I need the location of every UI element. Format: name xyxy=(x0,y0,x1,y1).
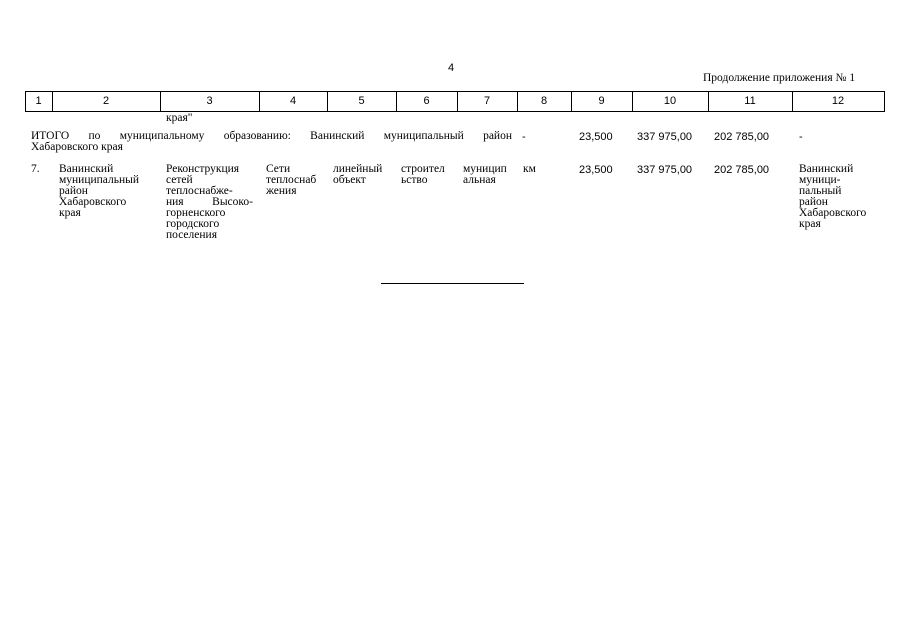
col3-line: поселения xyxy=(166,229,217,241)
col12-line: муници- xyxy=(799,174,841,186)
col5-line: линейный xyxy=(333,163,383,175)
header-divider xyxy=(884,91,885,111)
col12-line: район xyxy=(799,196,828,208)
col2-line: Хабаровского xyxy=(59,196,127,208)
header-col-12: 12 xyxy=(831,95,845,107)
row-col2 xyxy=(59,164,139,219)
total-col9: 23,500 xyxy=(579,131,613,143)
header-col-6: 6 xyxy=(423,95,430,107)
header-col-2: 2 xyxy=(102,95,110,107)
header-col-8: 8 xyxy=(540,95,548,107)
col5-line: объект xyxy=(333,174,366,186)
continuation-heading: Продолжение приложения № 1 xyxy=(703,72,856,84)
total-col11: 202 785,00 xyxy=(714,131,770,143)
row-col6 xyxy=(401,164,445,186)
row-col3 xyxy=(166,164,253,241)
header-col-1: 1 xyxy=(35,95,42,107)
header-col-9: 9 xyxy=(598,95,605,107)
row-col11: 202 785,00 xyxy=(714,164,770,176)
col3-line: городского xyxy=(166,218,220,230)
col6-line: строител xyxy=(401,163,445,175)
row-col7 xyxy=(463,164,507,186)
header-col-7: 7 xyxy=(483,95,491,107)
col12-line: пальный xyxy=(799,185,842,197)
header-col-10: 10 xyxy=(663,95,677,107)
col2-line: муниципальный xyxy=(59,174,140,186)
col7-line: муницип xyxy=(463,163,507,175)
header-col-11: 11 xyxy=(744,95,756,107)
total-label-line2: Хабаровского края xyxy=(31,141,123,153)
page-number: 4 xyxy=(448,62,455,74)
header-col-5: 5 xyxy=(358,95,365,107)
row-number: 7. xyxy=(31,163,40,175)
col7-line: альная xyxy=(463,174,496,186)
col4-line: жения xyxy=(266,185,297,197)
header-col-4: 4 xyxy=(289,95,297,107)
col2-line: Ванинский xyxy=(59,163,114,175)
row-col4 xyxy=(266,164,316,197)
row-col12 xyxy=(799,164,866,230)
col4-line: Сети xyxy=(266,163,291,175)
total-col8: - xyxy=(522,131,526,143)
end-separator xyxy=(381,283,524,284)
col4-line: теплоснаб xyxy=(266,174,317,186)
col3-line: ния Высоко- xyxy=(166,196,253,208)
col3-line: Реконструкция xyxy=(166,163,240,175)
col12-line: Ванинский xyxy=(799,163,854,175)
col3-line: теплоснабже- xyxy=(166,185,233,197)
col12-line: края xyxy=(799,218,821,230)
col2-line: район xyxy=(59,185,88,197)
row-col10: 337 975,00 xyxy=(637,164,693,176)
row-col9: 23,500 xyxy=(579,164,613,176)
col3-line: горненского xyxy=(166,207,226,219)
col6-line: ьство xyxy=(401,174,428,186)
total-col10: 337 975,00 xyxy=(637,131,693,143)
total-label-line1: ИТОГО по муниципальному образованию: Ванинский муниципальный район xyxy=(31,130,512,142)
row-col5 xyxy=(333,164,382,186)
row-col8: км xyxy=(523,163,536,175)
col3-line: сетей xyxy=(166,174,193,186)
total-col12: - xyxy=(799,131,803,143)
col12-line: Хабаровского xyxy=(799,207,867,219)
total-label xyxy=(31,131,512,153)
col2-line: края xyxy=(59,207,81,219)
header-col-3: 3 xyxy=(206,95,213,107)
carry-over-text: края" xyxy=(166,112,193,124)
